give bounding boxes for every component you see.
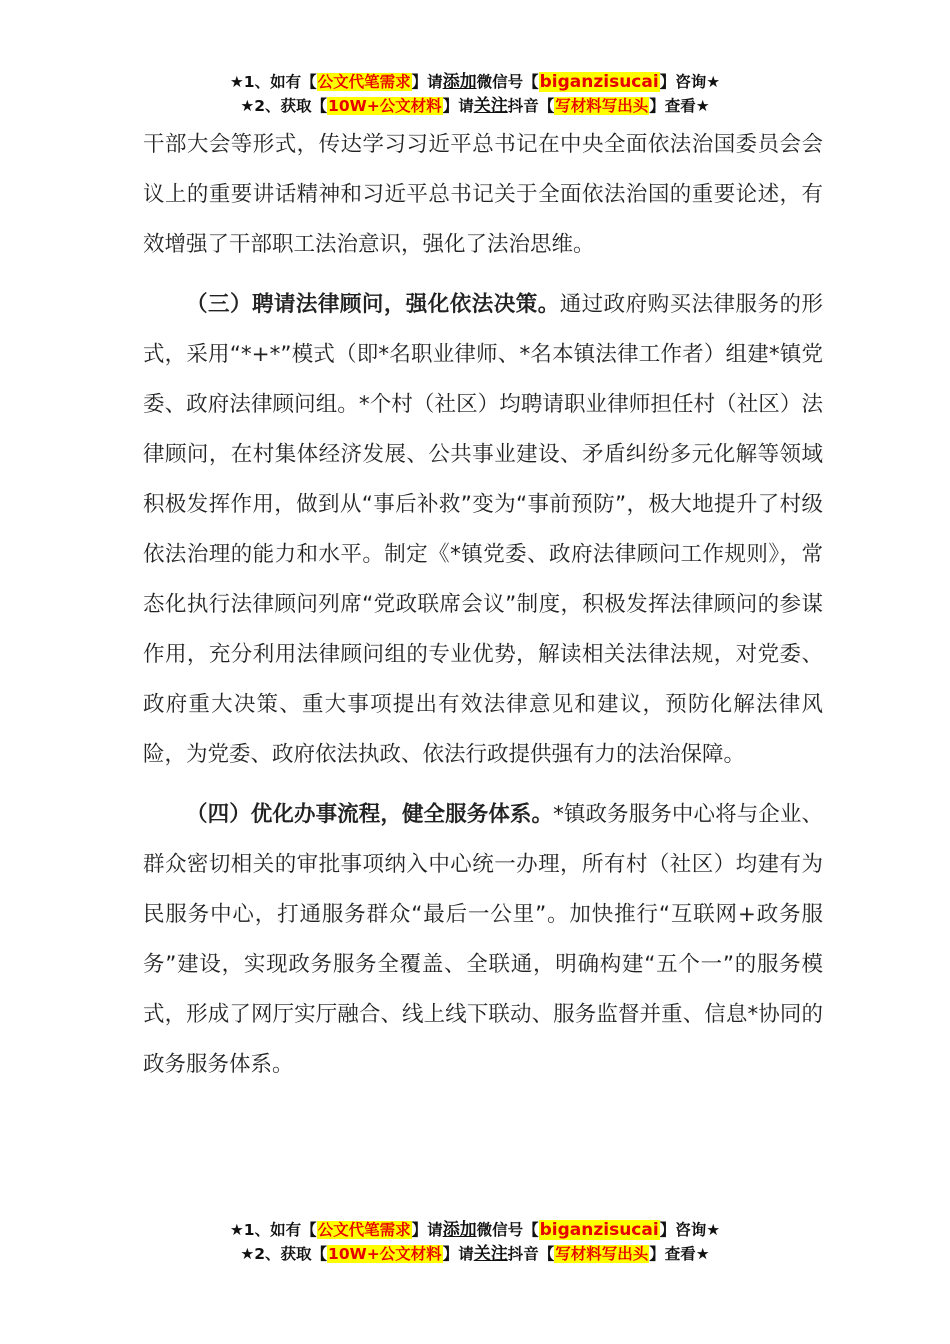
banner-line-1-suffix: 】咨询★ — [659, 73, 721, 91]
paragraph-gap — [143, 270, 823, 280]
banner-line-1-mid2: 微信号【 — [476, 73, 539, 91]
document-body — [143, 120, 823, 1090]
banner-line-2-mid: 】请 — [442, 97, 474, 115]
paragraph-service-system — [143, 790, 823, 1090]
banner-emphasis-follow: 关注 — [473, 96, 508, 116]
banner-highlight-service: 公文代笔需求 — [317, 73, 411, 91]
footer-line-2-mid: 】请 — [442, 1245, 474, 1263]
footer-emphasis-add: 添加 — [442, 1220, 477, 1240]
header-banner — [0, 70, 950, 118]
section-heading-4: （四）优化办事流程，健全服务体系。 — [186, 802, 554, 827]
paragraph-continuation: 干部大会等形式，传达学习习近平总书记在中央全面依法治国委员会会议上的重要讲话精神和习近平总书记关于全面依法治国的重要论述，有效增强了干部职工法治意识，强化了法治思维。 — [143, 132, 823, 257]
section-body-3: 通过政府购买法律服务的形式，采用“*+*”模式（即*名职业律师、*名本镇法律工作者）组建*镇党委、政府法律顾问组。*个村（社区）均聘请职业律师担任村（社区）法律顾问，在村集体经济发展、公共事业建设、矛盾纠纷多元化解等领域积极发挥作用，做到从“事后补救”变为“事前预防”，极大地提升了村级依法治理的能力和水平。制定《*镇党委、政府法律顾问工作规则》，常态化执行法律顾问列席“党政联席会议”制度，积极发挥法律顾问的参谋作用，充分利用法律顾问组的专业优势，解读相关法律法规，对党委、政府重大决策、重大事项提出有效法律意见和建议，预防化解法律风险，为党委、政府依法执政、依法行政提供强有力的法治保障。 — [143, 292, 823, 767]
banner-line-2-mid2: 抖音【 — [507, 97, 555, 115]
footer-line-2-mid2: 抖音【 — [507, 1245, 555, 1263]
footer-banner-line-1 — [0, 1218, 950, 1242]
footer-line-1-mid2: 微信号【 — [476, 1221, 539, 1239]
footer-line-2-prefix: ★2、获取【 — [240, 1245, 328, 1263]
banner-highlight-wechat-id: biganzisucai — [539, 72, 659, 92]
section-heading-3: （三）聘请法律顾问，强化依法决策。 — [186, 292, 560, 317]
banner-highlight-douyin: 写材料写出头 — [555, 97, 649, 115]
paragraph-gap — [143, 780, 823, 790]
footer-highlight-materials: 10W+公文材料 — [328, 1245, 442, 1263]
footer-line-1-suffix: 】咨询★ — [659, 1221, 721, 1239]
footer-line-1-prefix: ★1、如有【 — [229, 1221, 317, 1239]
banner-line-2-prefix: ★2、获取【 — [240, 97, 328, 115]
banner-emphasis-add: 添加 — [442, 72, 477, 92]
footer-banner — [0, 1218, 950, 1266]
banner-highlight-materials: 10W+公文材料 — [328, 97, 442, 115]
banner-line-2 — [0, 94, 950, 118]
banner-line-1 — [0, 70, 950, 94]
section-body-4: *镇政务服务中心将与企业、群众密切相关的审批事项纳入中心统一办理，所有村（社区）均建有为民服务中心，打通服务群众“最后一公里”。加快推行“互联网+政务服务”建设，实现政务服务全覆盖、全联通，明确构建“五个一”的服务模式，形成了网厅实厅融合、线上线下联动、服务监督并重、信息*协同的政务服务体系。 — [143, 802, 823, 1077]
paragraph-legal-advisor — [143, 280, 823, 780]
banner-line-1-mid: 】请 — [411, 73, 443, 91]
banner-line-1-prefix: ★1、如有【 — [229, 73, 317, 91]
footer-banner-line-2 — [0, 1242, 950, 1266]
footer-line-2-suffix: 】查看★ — [649, 1245, 710, 1263]
footer-highlight-service: 公文代笔需求 — [317, 1221, 411, 1239]
banner-line-2-suffix: 】查看★ — [649, 97, 710, 115]
footer-emphasis-follow: 关注 — [473, 1244, 508, 1264]
footer-highlight-douyin: 写材料写出头 — [555, 1245, 649, 1263]
footer-highlight-wechat-id: biganzisucai — [539, 1220, 659, 1240]
footer-line-1-mid: 】请 — [411, 1221, 443, 1239]
